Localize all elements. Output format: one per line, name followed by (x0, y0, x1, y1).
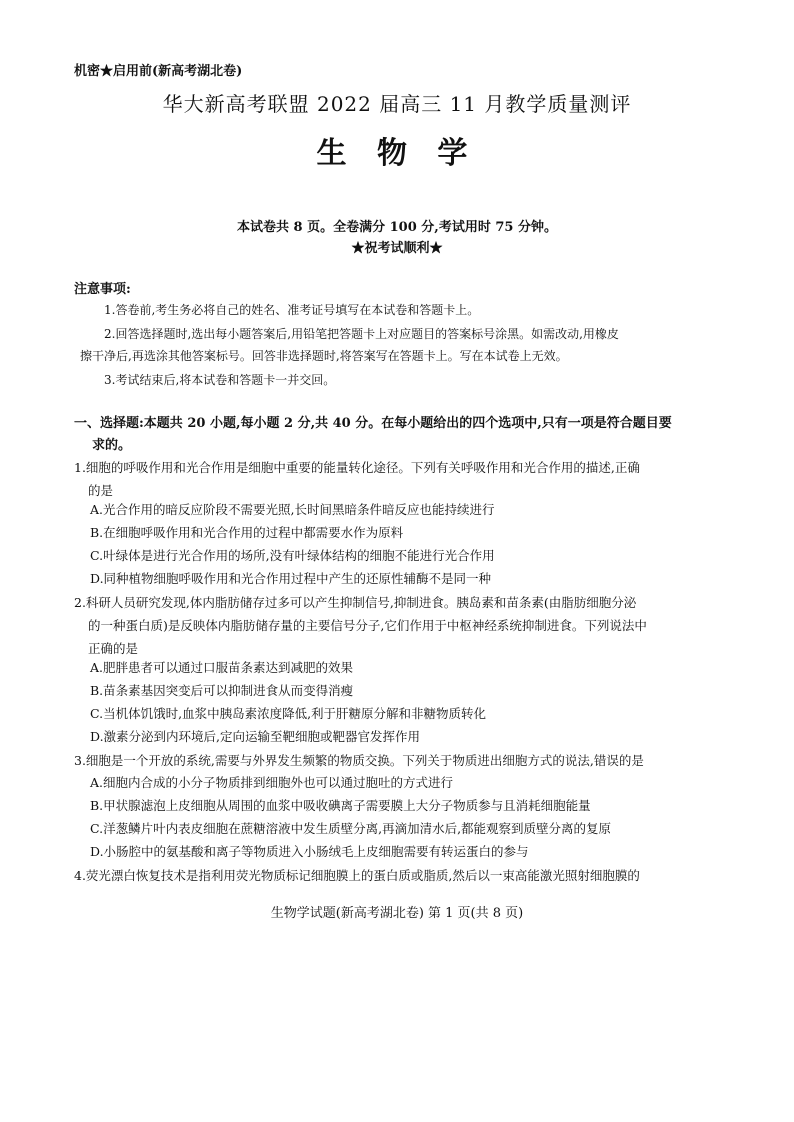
notice-item: 1.答卷前,考生务必将自己的姓名、准考证号填写在本试卷和答题卡上。 (104, 303, 480, 317)
question-3-option-c: C.洋葱鳞片叶内表皮细胞在蔗糖溶液中发生质壁分离,再滴加清水后,都能观察到质壁分离的复原 (90, 821, 612, 836)
question-2-option-b: B.苗条素基因突变后可以抑制进食从而变得消瘦 (90, 683, 354, 698)
question-2-option-d: D.激素分泌到内环境后,定向运输至靶细胞或靶器官发挥作用 (90, 729, 421, 744)
question-3-stem (74, 749, 728, 772)
section-heading (74, 413, 728, 457)
notice-title: 注意事项: (74, 282, 131, 297)
exam-title: 华大新高考联盟 2022 届高三 11 月教学质量测评 (162, 92, 632, 116)
question-3-option-b: B.甲状腺滤泡上皮细胞从周围的血浆中吸收碘离子需要膜上大分子物质参与且消耗细胞能量 (90, 798, 591, 813)
question-1-option-c: C.叶绿体是进行光合作用的场所,没有叶绿体结构的细胞不能进行光合作用 (90, 548, 495, 563)
question-1-stem (74, 456, 728, 502)
question-1-option-a: A.光合作用的暗反应阶段不需要光照,长时间黑暗条件暗反应也能持续进行 (90, 502, 495, 517)
exam-info: 本试卷共 8 页。全卷满分 100 分,考试用时 75 分钟。 (237, 220, 557, 235)
question-3-option-a: A.细胞内合成的小分子物质排到细胞外也可以通过胞吐的方式进行 (90, 775, 454, 790)
question-4-stem (74, 864, 728, 887)
question-stem-line: 的是 (88, 483, 114, 498)
question-stem-line: 1.细胞的呼吸作用和光合作用是细胞中重要的能量转化途径。下列有关呼吸作用和光合作用的描述,正确 (74, 460, 640, 475)
question-stem-line: 2.科研人员研究发现,体内脂肪储存过多可以产生抑制信号,抑制进食。胰岛素和苗条素(由脂肪细胞分泌 (74, 595, 637, 610)
subject-title: 生 物 学 (316, 136, 478, 171)
question-stem-line: 正确的是 (88, 641, 139, 656)
question-2-option-a: A.肥胖患者可以通过口服苗条素达到减肥的效果 (90, 660, 354, 675)
page-footer: 生物学试题(新高考湖北卷) 第 1 页(共 8 页) (270, 906, 524, 921)
question-stem-line: 4.荧光漂白恢复技术是指利用荧光物质标记细胞膜上的蛋白质或脂质,然后以一束高能激光照射细胞膜的 (74, 868, 640, 883)
question-stem-line: 的一种蛋白质)是反映体内脂肪储存量的主要信号分子,它们作用于中枢神经系统抑制进食。下列说法中 (88, 618, 647, 633)
section-heading-line: 一、选择题:本题共 20 小题,每小题 2 分,共 40 分。在每小题给出的四个选项中,只有一项是符合题目要 (74, 416, 672, 431)
question-2-option-c: C.当机体饥饿时,血浆中胰岛素浓度降低,利于肝糖原分解和非糖物质转化 (90, 706, 487, 721)
notice-item-continued: 擦干净后,再选涂其他答案标号。回答非选择题时,将答案写在答题卡上。写在本试卷上无效。 (80, 349, 568, 363)
secret-label: 机密★启用前(新高考湖北卷) (74, 64, 243, 79)
section-heading-line: 求的。 (92, 438, 132, 453)
question-3-option-d: D.小肠腔中的氨基酸和离子等物质进入小肠绒毛上皮细胞需要有转运蛋白的参与 (90, 844, 529, 859)
question-2-stem (74, 591, 728, 660)
notice-item: 2.回答选择题时,选出每小题答案后,用铅笔把答题卡上对应题目的答案标号涂黑。如需改动,用橡皮 (104, 327, 619, 341)
question-1-option-d: D.同种植物细胞呼吸作用和光合作用过程中产生的还原性辅酶不是同一种 (90, 571, 492, 586)
question-1-option-b: B.在细胞呼吸作用和光合作用的过程中都需要水作为原料 (90, 525, 404, 540)
blessing-line: ★祝考试顺利★ (351, 241, 443, 256)
notice-item: 3.考试结束后,将本试卷和答题卡一并交回。 (104, 373, 336, 387)
question-stem-line: 3.细胞是一个开放的系统,需要与外界发生频繁的物质交换。下列关于物质进出细胞方式的说法,错误的是 (74, 753, 644, 768)
